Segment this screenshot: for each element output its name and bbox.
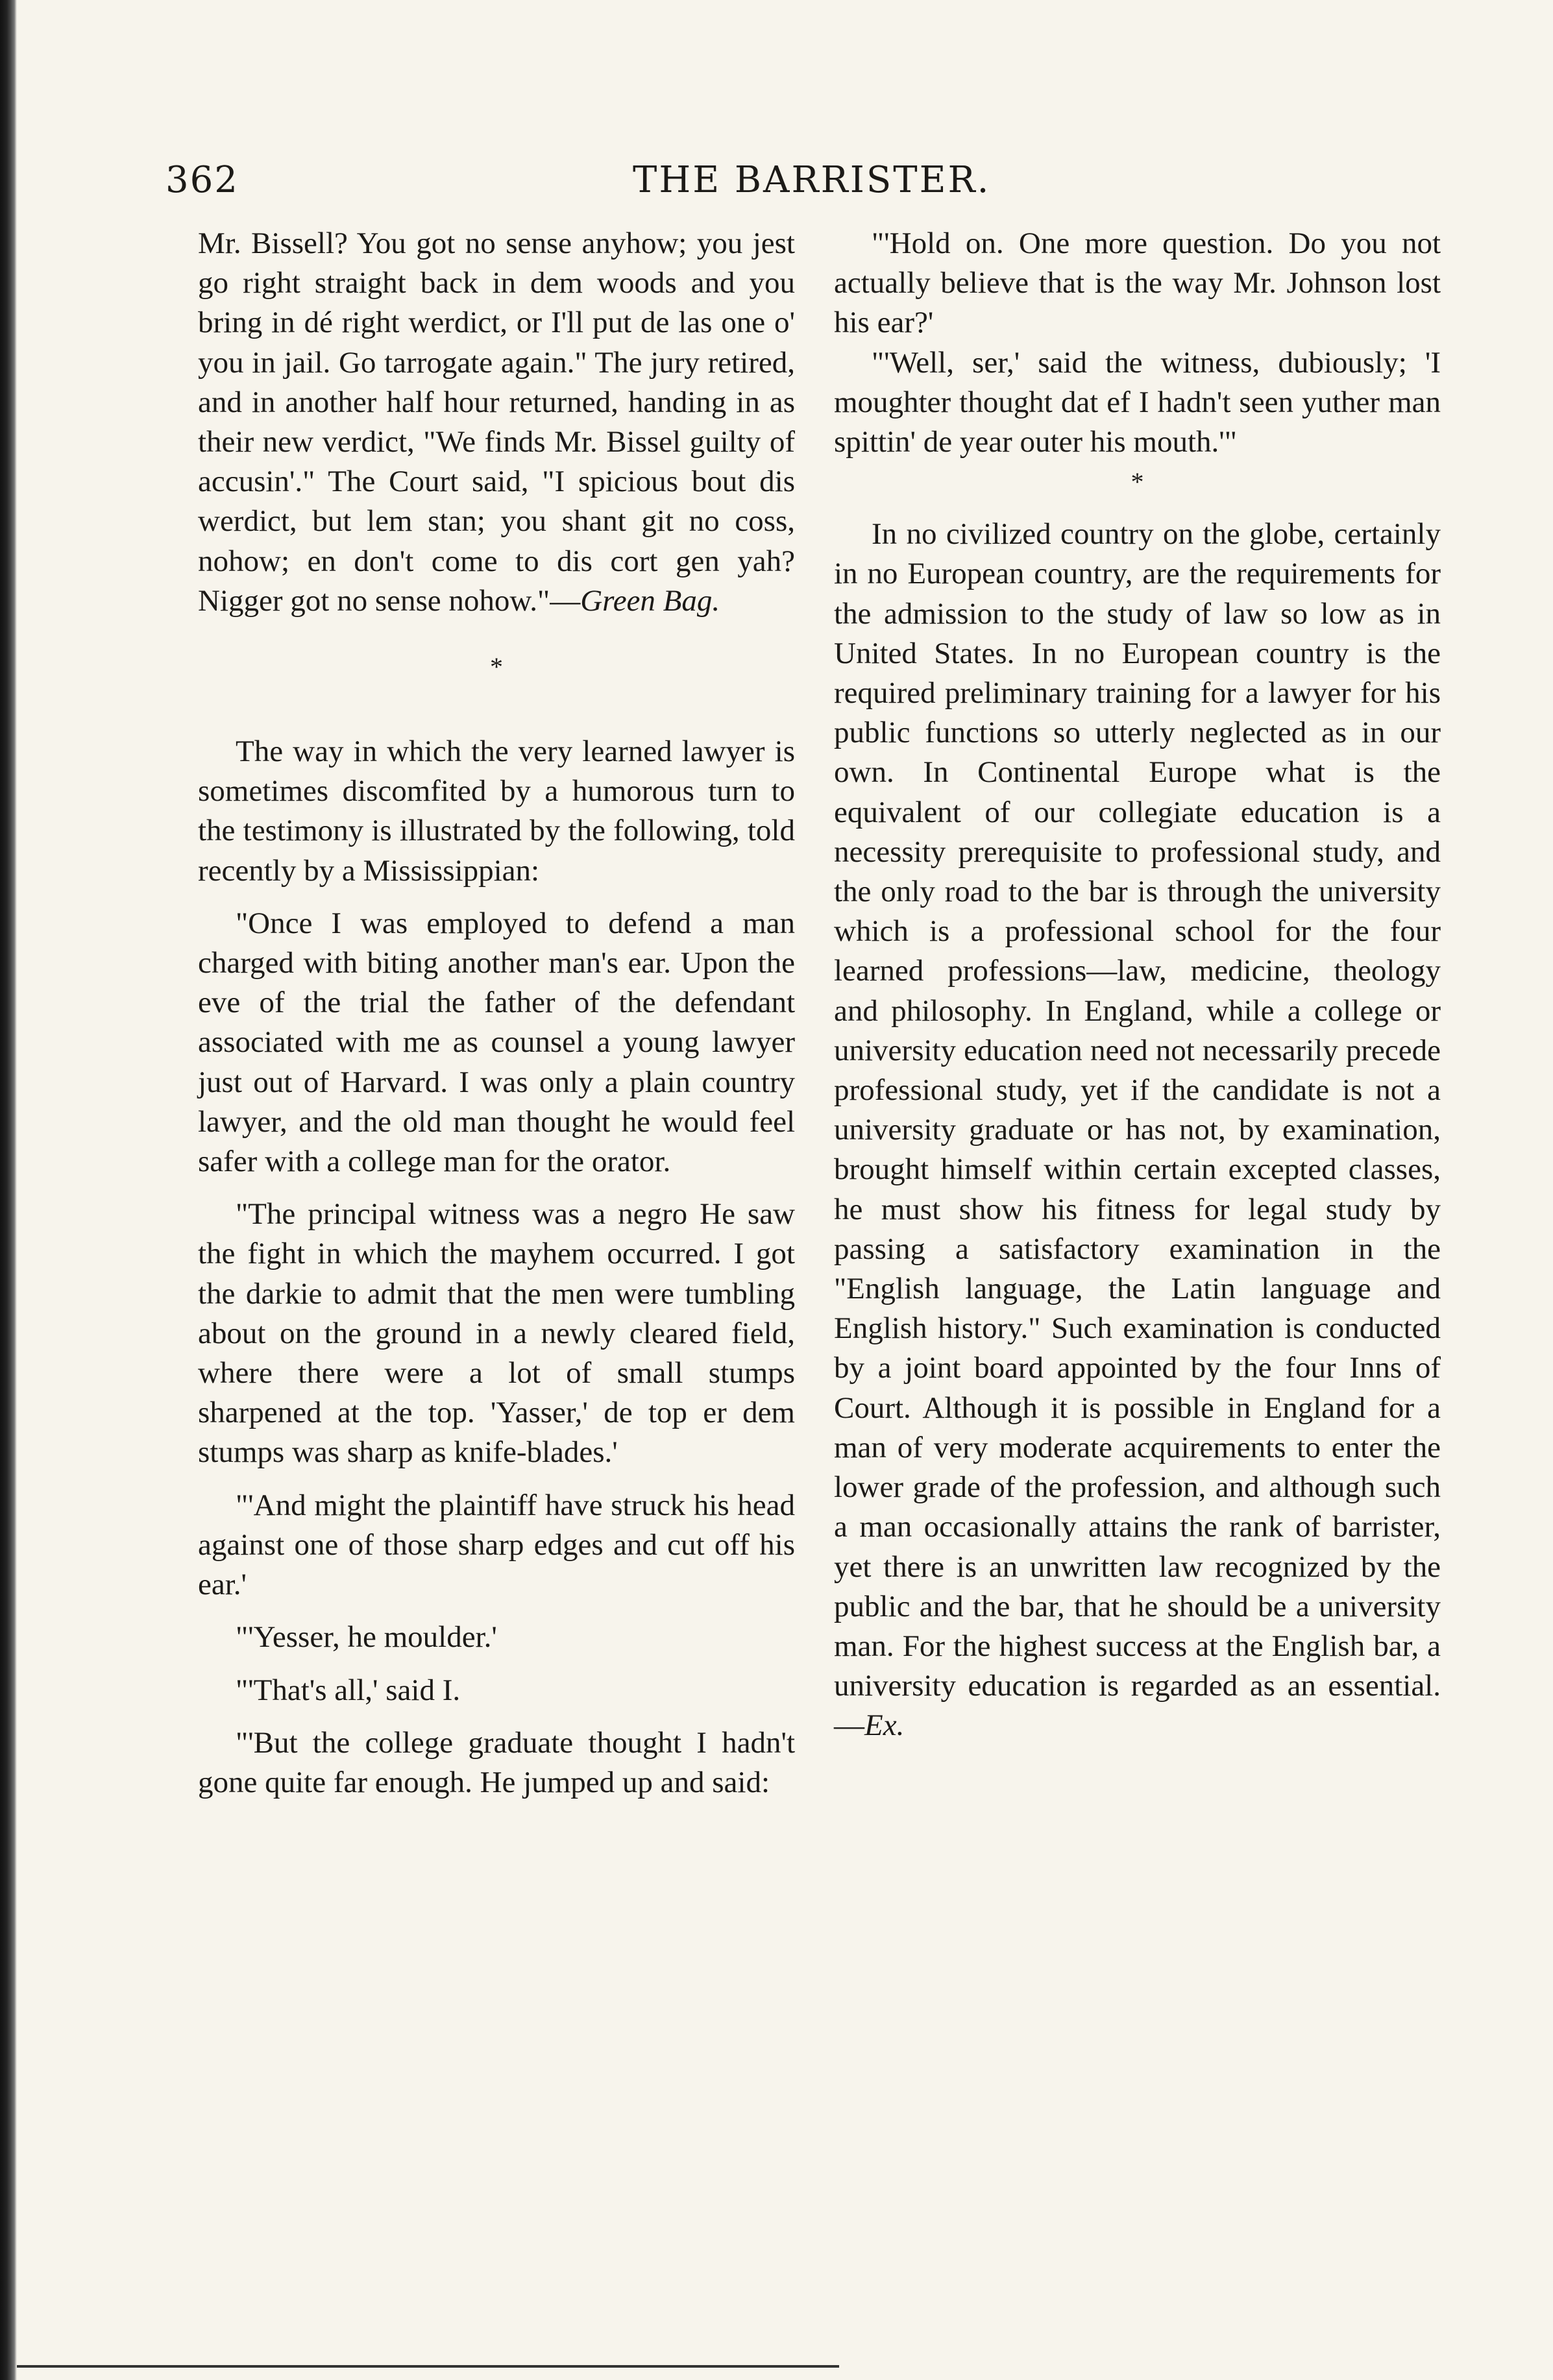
paragraph [834, 515, 1441, 1745]
paragraph-text: In no civilized country on the globe, certainly in no European country, are the requirements for the admission to the study of law so low as in United States. In no European country is the required preliminary training for a lawyer for his public functions so utterly neglected as in our own. In Continental Europe what is the equivalent of our collegiate education is a necessity prerequisite to professional study, and the only road to the bar is through the university which is a professional school for the four learned professions—law, medicine, theology and philosophy. In England, while a college or university education need not necessarily precede professional study, yet if the candidate is not a university graduate or has not, by examination, brought himself within certain excepted classes, he must show his fitness for legal study by passing a satisfactory examination in the "English language, the Latin language and English history." Such examination is conducted by a joint board appointed by the four Inns of Court. Although it is possible in England for a man of very moderate acquirements to enter the lower grade of the profession, and although such a man occasionally attains the rank of barrister, yet there is an unwritten law recognized by the public and the bar, that he should be a university man. For the highest success at the English bar, a university education is regarded as an essential.— [834, 517, 1441, 1743]
paragraph-text: Mr. Bissell? You got no sense anyhow; you jest go right straight back in dem woods and you bring in dé right werdict, or I'll put de las one o' you in jail. Go tarrogate again." The jury retired, and in another half hour returned, handing in as their new verdict, "We finds Mr. Bissel guilty of accusin'." The Court said, "I spicious bout dis werdict, but lem stan; you shant git no coss, nohow; en don't come to dis cort gen yah? Nigger got no sense nohow."— [198, 226, 795, 618]
page-binding-edge [0, 0, 17, 2380]
page-number: 362 [165, 159, 239, 201]
paragraph: "'Well, ser,' said the witness, dubiously; 'I moughter thought dat ef I hadn't seen yuther man spittin' de year outer his mouth.'" [834, 345, 1441, 459]
left-column [198, 224, 795, 1803]
attribution: Green Bag. [580, 583, 720, 618]
paragraph: The way in which the very learned lawyer is sometimes discomfited by a humorous turn to the testimony is illustrated by the following, told recently by a Mississippian: [198, 735, 795, 888]
section-separator: * [490, 652, 503, 682]
paragraph: "'That's all,' said I. [236, 1673, 461, 1707]
paragraph: "'And might the plaintiff have struck his head against one of those sharp edges and cut off his ear.' [198, 1488, 795, 1602]
bottom-rule [17, 2365, 839, 2368]
paragraph: "'But the college graduate thought I hadn't gone quite far enough. He jumped up and said: [198, 1725, 795, 1799]
paragraph: "The principal witness was a negro He saw the fight in which the mayhem occurred. I got the darkie to admit that the men were tumbling about on the ground in a newly cleared field, where there were a lot of small stumps sharpened at the top. 'Yasser,' de top er dem stumps was sharp as knife-blades.' [198, 1197, 795, 1470]
paragraph: "'Yesser, he moulder.' [236, 1620, 497, 1655]
paragraph [198, 224, 795, 621]
paragraph: "'Hold on. One more question. Do you not actually believe that is the way Mr. Johnson lost his ear?' [834, 226, 1441, 340]
section-separator: * [1131, 467, 1144, 497]
right-column [834, 224, 1441, 1746]
attribution: Ex. [864, 1708, 905, 1743]
page-header [165, 159, 1388, 204]
paragraph: "Once I was employed to defend a man charged with biting another man's ear. Upon the eve of the trial the father of the defendant associated with me as counsel a young lawyer just out of Harvard. I was only a plain country lawyer, and the old man thought he would feel safer with a college man for the orator. [198, 906, 795, 1179]
running-head: THE BARRISTER. [633, 159, 991, 201]
